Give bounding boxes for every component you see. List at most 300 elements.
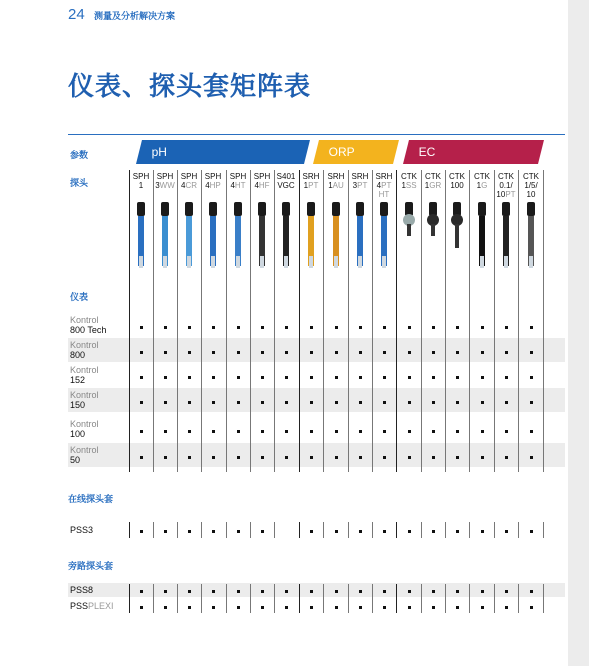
column-header-variant: 1PT (303, 181, 319, 190)
column-header (494, 172, 518, 199)
compat-mark (432, 456, 435, 459)
compat-mark (383, 456, 386, 459)
column-header (348, 172, 372, 190)
instrument-model: 152 (70, 375, 86, 385)
compat-mark (505, 530, 508, 533)
conductivity-probe-icon (499, 200, 513, 270)
compat-mark (310, 430, 313, 433)
compat-mark (505, 590, 508, 593)
column-header-variant: 1 (138, 181, 144, 190)
compat-mark (285, 351, 288, 354)
column-header (421, 172, 445, 190)
column-divider (469, 170, 470, 472)
conductivity-probe-icon (450, 200, 464, 270)
band-ec (403, 140, 544, 164)
column-divider (129, 584, 130, 613)
column-header (250, 172, 274, 190)
compat-mark (140, 530, 143, 533)
compat-mark (212, 326, 215, 329)
compat-mark (481, 456, 484, 459)
compat-mark (164, 401, 167, 404)
compat-mark (261, 606, 264, 609)
column-divider (494, 584, 495, 613)
ph-probe-icon (158, 200, 172, 270)
column-divider (372, 170, 373, 472)
compat-mark (188, 606, 191, 609)
compat-mark (505, 376, 508, 379)
compat-mark (456, 530, 459, 533)
column-divider (421, 170, 422, 472)
conductivity-probe-icon (475, 200, 489, 270)
orp-probe-icon (377, 200, 391, 270)
page-header (68, 6, 175, 23)
column-divider (299, 522, 300, 538)
compat-mark (310, 456, 313, 459)
compat-mark (285, 430, 288, 433)
bypass-row-name: PSS8 (70, 585, 94, 595)
compat-mark (408, 606, 411, 609)
compat-mark (530, 606, 533, 609)
column-header-variant: 4HT (230, 181, 246, 190)
compat-mark (481, 606, 484, 609)
instrument-row-label (70, 419, 99, 439)
column-divider (323, 170, 324, 472)
compat-mark (261, 326, 264, 329)
column-header-variant: 100 (450, 181, 464, 190)
column-divider (348, 522, 349, 538)
bypass-row-suffix: PLEXI (88, 601, 114, 611)
column-divider (177, 170, 178, 472)
column-header-variant: 1GR (424, 181, 442, 190)
column-header-variant: 4CR (180, 181, 197, 190)
bypass-row-name: PSS (70, 601, 89, 611)
column-divider (201, 584, 202, 613)
instrument-model: 800 Tech (70, 325, 107, 335)
column-header-model: CTK (498, 172, 514, 181)
column-header (470, 172, 494, 190)
compat-mark (140, 326, 143, 329)
ph-probe-icon (134, 200, 148, 270)
row-shade (68, 338, 565, 362)
compat-mark (237, 326, 240, 329)
compat-mark (456, 606, 459, 609)
compat-mark (432, 606, 435, 609)
compat-mark (310, 590, 313, 593)
compat-mark (432, 430, 435, 433)
compat-mark (505, 456, 508, 459)
compat-mark (261, 590, 264, 593)
compat-mark (164, 376, 167, 379)
column-header-variant: 4HF (254, 181, 270, 190)
column-header-model: SRH (327, 172, 345, 181)
compat-mark (432, 590, 435, 593)
column-divider (518, 170, 519, 472)
compat-mark (481, 401, 484, 404)
compat-mark (432, 376, 435, 379)
column-header (519, 172, 543, 199)
compat-mark (530, 456, 533, 459)
compat-mark (140, 430, 143, 433)
compat-mark (335, 430, 338, 433)
compat-mark (530, 430, 533, 433)
compat-mark (261, 376, 264, 379)
column-header-variant: VGC (277, 181, 295, 190)
ph-probe-icon (182, 200, 196, 270)
compat-mark (140, 590, 143, 593)
row-shade (68, 388, 565, 412)
column-header (177, 172, 201, 190)
compat-mark (456, 590, 459, 593)
compat-mark (188, 430, 191, 433)
column-divider (226, 170, 227, 472)
compat-mark (530, 401, 533, 404)
column-divider (396, 584, 397, 613)
instrument-brand: Kontrol (70, 419, 99, 429)
column-header-model: SPH (204, 172, 222, 181)
column-header (372, 172, 396, 199)
online-section-label: 在线探头套 (68, 494, 114, 504)
compat-mark (212, 456, 215, 459)
bypass-row-label (70, 585, 93, 595)
band-ph (136, 140, 310, 164)
column-header-variant: 1/5/ (524, 181, 538, 190)
top-rule (68, 134, 565, 135)
column-divider (348, 584, 349, 613)
compat-mark (481, 430, 484, 433)
column-header (153, 172, 177, 190)
orp-probe-icon (329, 200, 343, 270)
compat-mark (261, 456, 264, 459)
section-title: 测量及分析解决方案 (94, 11, 176, 21)
compat-mark (310, 606, 313, 609)
column-header-model: SRH (375, 172, 393, 181)
compat-mark (505, 351, 508, 354)
column-divider (348, 170, 349, 472)
params-label: 参数 (70, 150, 89, 160)
instrument-model: 800 (70, 350, 86, 360)
column-header-variant: 1AU (328, 181, 344, 190)
column-divider (299, 170, 300, 472)
column-header-model: S401 (276, 172, 296, 181)
instrument-model: 50 (70, 455, 81, 465)
column-divider (274, 584, 275, 613)
compat-mark (164, 456, 167, 459)
compat-mark (237, 376, 240, 379)
column-divider (153, 170, 154, 472)
compat-mark (261, 430, 264, 433)
compat-mark (335, 606, 338, 609)
compat-mark (530, 351, 533, 354)
compat-mark (456, 401, 459, 404)
compat-mark (188, 401, 191, 404)
compat-mark (383, 401, 386, 404)
band-ec-label: EC (418, 145, 436, 159)
column-divider (518, 522, 519, 538)
column-divider (469, 584, 470, 613)
ph-probe-icon (255, 200, 269, 270)
column-divider (129, 170, 130, 472)
compat-mark (212, 401, 215, 404)
column-header-model: SPH (253, 172, 271, 181)
column-divider (250, 170, 251, 472)
column-divider (201, 522, 202, 538)
compat-mark (359, 606, 362, 609)
compat-mark (164, 430, 167, 433)
compat-mark (359, 430, 362, 433)
compat-mark (505, 401, 508, 404)
compat-mark (164, 590, 167, 593)
compat-mark (188, 530, 191, 533)
compat-mark (237, 456, 240, 459)
column-header-model: CTK (523, 172, 539, 181)
compat-mark (212, 606, 215, 609)
compat-mark (408, 376, 411, 379)
column-header-model: SRH (351, 172, 369, 181)
compat-mark (456, 351, 459, 354)
compat-mark (359, 326, 362, 329)
column-divider (177, 522, 178, 538)
column-header-variant: 4HP (205, 181, 221, 190)
compat-mark (383, 326, 386, 329)
ph-probe-icon (206, 200, 220, 270)
page-margin-bar (568, 0, 589, 666)
column-header-model: SPH (156, 172, 174, 181)
compat-mark (335, 326, 338, 329)
column-divider (396, 522, 397, 538)
column-header-variant: 4PT (376, 181, 392, 190)
column-divider (177, 584, 178, 613)
instrument-row-label (70, 390, 99, 410)
compat-mark (140, 456, 143, 459)
online-row-label: PSS3 (70, 525, 94, 535)
compat-mark (359, 351, 362, 354)
compat-mark (359, 401, 362, 404)
column-divider (299, 584, 300, 613)
compat-mark (212, 376, 215, 379)
compat-mark (481, 590, 484, 593)
column-divider (543, 170, 544, 472)
compat-mark (335, 376, 338, 379)
compat-mark (481, 530, 484, 533)
ph-probe-icon (231, 200, 245, 270)
column-header (324, 172, 348, 190)
orp-probe-icon (304, 200, 318, 270)
column-header-variant-extra: 10PT (496, 190, 516, 199)
compat-mark (164, 606, 167, 609)
column-divider (372, 522, 373, 538)
column-divider (250, 522, 251, 538)
row-shade (68, 443, 565, 467)
compat-mark (261, 530, 264, 533)
instrument-row-label (70, 340, 99, 360)
compat-mark (530, 530, 533, 533)
compat-mark (408, 326, 411, 329)
probe-label: 探头 (70, 178, 89, 188)
column-header-variant-extra: 10 (526, 190, 536, 199)
compat-mark (359, 456, 362, 459)
column-header (397, 172, 421, 190)
compat-mark (237, 430, 240, 433)
column-divider (494, 170, 495, 472)
column-divider (445, 170, 446, 472)
conductivity-probe-icon (402, 200, 416, 270)
column-header-model: CTK (425, 172, 441, 181)
column-header (445, 172, 469, 190)
column-header-model: CTK (474, 172, 490, 181)
instrument-row-label (70, 365, 99, 385)
column-divider (518, 584, 519, 613)
compat-mark (212, 351, 215, 354)
bypass-row-label (70, 601, 114, 611)
compat-mark (456, 326, 459, 329)
compat-mark (408, 351, 411, 354)
compat-mark (408, 530, 411, 533)
compat-mark (140, 606, 143, 609)
page-title: 仪表、探头套矩阵表 (68, 71, 312, 101)
column-header (274, 172, 298, 190)
instrument-brand: Kontrol (70, 340, 99, 350)
compat-mark (383, 590, 386, 593)
page-number: 24 (68, 6, 85, 23)
compat-mark (383, 530, 386, 533)
compat-mark (140, 401, 143, 404)
instrument-model: 150 (70, 400, 86, 410)
compat-mark (408, 456, 411, 459)
compat-mark (188, 326, 191, 329)
column-divider (543, 584, 544, 613)
instrument-brand: Kontrol (70, 365, 99, 375)
column-divider (274, 522, 275, 538)
compat-mark (285, 376, 288, 379)
compat-mark (505, 430, 508, 433)
compat-mark (505, 326, 508, 329)
column-divider (226, 584, 227, 613)
column-divider (421, 522, 422, 538)
column-header-variant: 3PT (352, 181, 368, 190)
column-divider (323, 584, 324, 613)
compat-mark (456, 376, 459, 379)
column-header (299, 172, 323, 190)
compat-mark (212, 530, 215, 533)
instrument-brand: Kontrol (70, 390, 99, 400)
compat-mark (359, 590, 362, 593)
compat-mark (188, 590, 191, 593)
column-header-model: SPH (132, 172, 150, 181)
compat-mark (310, 326, 313, 329)
column-header (226, 172, 250, 190)
compat-mark (335, 530, 338, 533)
compat-mark (456, 430, 459, 433)
column-divider (543, 522, 544, 538)
compat-mark (285, 456, 288, 459)
compat-mark (261, 351, 264, 354)
column-divider (274, 170, 275, 472)
compat-mark (432, 401, 435, 404)
compat-mark (408, 430, 411, 433)
column-divider (323, 522, 324, 538)
compat-mark (285, 401, 288, 404)
column-divider (129, 522, 130, 538)
column-header-variant: 1SS (401, 181, 417, 190)
compat-mark (481, 326, 484, 329)
compat-mark (164, 530, 167, 533)
compat-mark (359, 530, 362, 533)
compat-mark (335, 351, 338, 354)
column-header-model: SPH (229, 172, 247, 181)
column-header-variant: 1G (476, 181, 488, 190)
column-divider (226, 522, 227, 538)
compat-mark (237, 606, 240, 609)
instrument-row-label (70, 315, 106, 335)
compat-mark (335, 590, 338, 593)
compat-mark (408, 401, 411, 404)
column-divider (469, 522, 470, 538)
compat-mark (237, 590, 240, 593)
compat-mark (456, 456, 459, 459)
band-orp-label: ORP (328, 145, 355, 159)
compat-mark (237, 351, 240, 354)
ph-probe-icon (279, 200, 293, 270)
compat-mark (237, 530, 240, 533)
compat-mark (310, 401, 313, 404)
compat-mark (359, 376, 362, 379)
column-divider (153, 522, 154, 538)
compat-mark (530, 376, 533, 379)
conductivity-probe-icon (426, 200, 440, 270)
column-header-variant: 0.1/ (499, 181, 513, 190)
column-header-variant: 3WW (155, 181, 175, 190)
compat-mark (432, 351, 435, 354)
column-divider (250, 584, 251, 613)
column-divider (494, 522, 495, 538)
compat-mark (140, 376, 143, 379)
column-header-variant-extra: HT (378, 190, 390, 199)
compat-mark (285, 606, 288, 609)
compat-mark (432, 530, 435, 533)
compat-mark (383, 606, 386, 609)
band-orp (313, 140, 399, 164)
compat-mark (310, 351, 313, 354)
column-divider (445, 522, 446, 538)
band-ph-label: pH (151, 145, 167, 159)
column-header-model: CTK (449, 172, 465, 181)
compat-mark (335, 401, 338, 404)
compat-mark (335, 456, 338, 459)
column-header-model: CTK (401, 172, 417, 181)
compat-mark (383, 430, 386, 433)
compat-mark (432, 326, 435, 329)
column-divider (201, 170, 202, 472)
compat-mark (481, 351, 484, 354)
compat-mark (481, 376, 484, 379)
instrument-brand: Kontrol (70, 315, 99, 325)
compat-mark (530, 590, 533, 593)
compat-mark (188, 351, 191, 354)
compat-mark (188, 456, 191, 459)
instrument-label: 仪表 (70, 292, 89, 302)
compat-mark (237, 401, 240, 404)
compat-mark (383, 351, 386, 354)
compat-mark (164, 326, 167, 329)
column-divider (445, 584, 446, 613)
compat-mark (164, 351, 167, 354)
compat-mark (383, 376, 386, 379)
compat-mark (310, 530, 313, 533)
compat-mark (188, 376, 191, 379)
column-divider (153, 584, 154, 613)
compat-mark (310, 376, 313, 379)
compat-mark (505, 606, 508, 609)
